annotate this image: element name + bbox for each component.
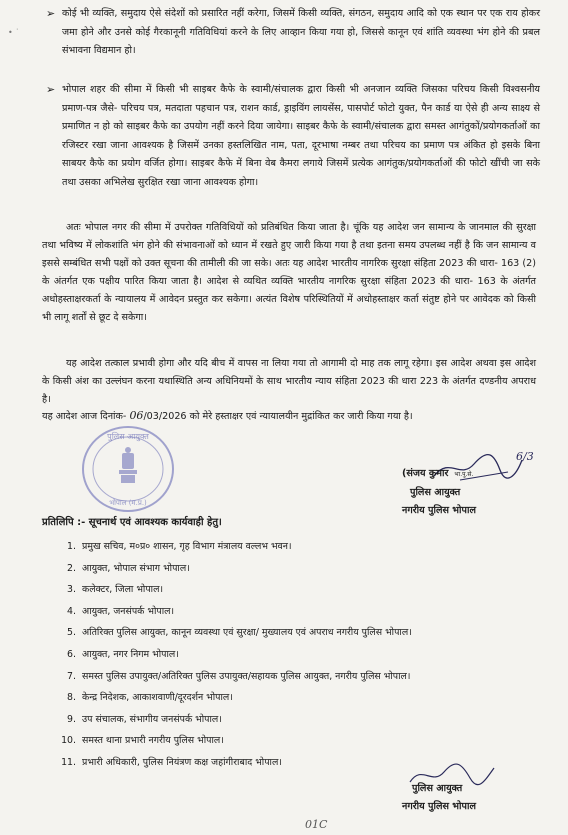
signatory-rank: भा.पु.से. [454,471,474,478]
list-item: 11. प्रभारी अधिकारी, पुलिस नियंत्रण कक्ष जहांगीराबाद भोपाल। [61,756,282,768]
issue-suffix: को मेरे हस्ताक्षर एवं न्यायालयीन मुद्रांकित कर जारी किया गया है। [189,411,413,422]
page-footer-mark: 01C [305,818,328,831]
list-item: 4. आयुक्त, जनसंपर्क भोपाल। [67,605,175,617]
order-paragraph [42,219,536,327]
signatory-org: नगरीय पुलिस भोपाल [402,505,476,516]
list-item: 6. आयुक्त, नगर निगम भोपाल। [67,648,179,660]
list-item: 10. समस्त थाना प्रभारी नगरीय पुलिस भोपाल। [61,735,224,747]
signatory-name: (संजय कुमार [402,468,449,479]
paragraph-text: यह आदेश तत्काल प्रभावी होगा और यदि बीच में वापस ना लिया गया तो आगामी दो माह तक लागू रहेगा। इस आदेश अथवा इस आदेश के किसी अंश का उल्लंघन करना यथास्थिति अन्य अधिनियमों के साथ भारतीय न्याय संहिता 2023 की धारा 223 के अंतर्गत दण्डनीय अपराध है। [42,358,536,405]
footer-signatory-title: पुलिस आयुक्त [412,783,463,794]
signature-date-note: 6/3 [516,450,534,463]
seal-top-text: पुलिस आयुक्त [107,432,149,441]
list-item: 8. केन्द्र निदेशक, आकाशवाणी/दूरदर्शन भोपाल। [67,692,233,704]
signatory-title: पुलिस आयुक्त [410,487,461,498]
arrow-bullet-icon: ➢ [46,7,56,20]
punch-hole-mark: • ˙ [8,28,20,37]
seal-bottom-text: भोपाल (म.प्र.) [109,499,147,507]
list-item: 1. प्रमुख सचिव, म०प्र० शासन, गृह विभाग मंत्रालय वल्लभ भवन। [67,541,292,552]
list-item: 5. अतिरिक्त पुलिस आयुक्त, कानून व्यवस्था एवं सुरक्षा/ मुख्यालय एवं अपराध नगरीय पुलिस भोपाल। [67,627,412,639]
list-item: 9. उप संचालक, संभागीय जनसंपर्क भोपाल। [67,713,222,725]
handwritten-date: 06 [129,409,144,422]
bullet-item [46,81,540,193]
list-item: 7. समस्त पुलिस उपायुक्त/अतिरिक्त पुलिस उपायुक्त/सहायक पुलिस आयुक्त, नगरीय पुलिस भोपाल। [67,670,411,682]
signatory-block [402,465,542,520]
arrow-bullet-icon: ➢ [46,83,56,96]
printed-date: /03/2026 [143,411,187,422]
police-commissioner-seal [80,423,176,515]
bullet-text: भोपाल शहर की सीमा में किसी भी साइबर कैफे के स्वामी/संचालक द्वारा किसी भी अनजान व्यक्ति जिसका परिचय किसी विश्वसनीय प्रमाण-पत्र जैसे- परिचय पत्र, मतदाता पहचान पत्र, राशन कार्ड, ड्राइविंग लायसेंस, पासपोर्ट फोटो युक्त, पैन कार्ड या ऐसे ही अन्य साक्ष्य से प्रमाणित न हो को साइबर कैफे का उपयोग नहीं करने दिया जायेगा। साइबर कैफे के स्वामी/संचालक द्वारा समस्त आगंतुकों/प्रयोगकर्ताओं का रजिस्टर रखा जाना आवश्यक है जिसमें उनका हस्तलिखित नाम, पता, दूरभाषा नम्बर तथा परिचय का प्रमाण पत्र अंकित हो इसके बिना साबयर कैफे का प्रयोग वर्जित होगा। साइबर कैफे में बिना वेब कैमरा लगाये जिसमें प्रत्येक आगंतुक/प्रयोगकर्ताओं की फोटो खींची जा सके तथा उसका अभिलेख सुरक्षित रखा जाना आवश्यक होगा। [62,84,540,188]
footer-signatory-block [402,780,542,816]
effect-paragraph [42,355,536,409]
bullet-item [46,5,540,61]
footer-signatory-org: नगरीय पुलिस भोपाल [402,801,476,812]
copy-to-heading: प्रतिलिपि :- सूचनार्थ एवं आवश्यक कार्यवाही हेतु। [42,517,222,528]
bullet-text: कोई भी व्यक्ति, समुदाय ऐसे संदेशों को प्रसारित नहीं करेगा, जिसमें किसी व्यक्ति, संगठन, समुदाय आदि को एक स्थान पर एक राय होकर जमा होने और उनसे कोई गैरकानूनी गतिविधियां करने के लिए आव्हान किया गया हो, जिससे कानून एवं शांति व्यवस्था भंग होने की प्रबल संभावना विद्यमान हो। [62,8,540,57]
signatory-name-line [402,465,542,484]
paragraph-text: अतः भोपाल नगर की सीमा में उपरोक्त गतिविधियों को प्रतिबंधित किया जाता है। चूंकि यह आदेश जन सामान्य के जानमाल की सुरक्षा तथा भविष्य में लोकशांति भंग होने की संभावनाओं को ध्यान में रखते हुए जारी किया गया है तथा इतना समय उपलब्ध नहीं है कि जन सामान्य व इससे सम्बंधित सभी पक्षों को उक्त सूचना की तामीली की जा सके। अतः यह आदेश भारतीय नागरिक सुरक्षा संहिता 2023 की धारा- 163 (2) के अंतर्गत एक पक्षीय पारित किया जाता है। आदेश से व्यथित व्यक्ति भारतीय नागरिक सुरक्षा संहिता 2023 की धारा- 163 के अंतर्गत अधोहस्ताक्षरकर्ता के न्यायालय में आवेदन प्रस्तुत कर सकेगा। अत्यंत विशेष परिस्थितियों में अधोहस्ताक्षर कर्ता संतुष्ट होने पर आवेदक को किसी भी लागू शर्तों से छूट दे सकेगा। [42,222,536,323]
list-item: 3. कलेक्टर, जिला भोपाल। [67,584,164,596]
issue-prefix: यह आदेश आज दिनांक- [42,411,127,422]
list-item: 2. आयुक्त, भोपाल संभाग भोपाल। [67,562,190,574]
copy-recipient-list [52,536,412,774]
